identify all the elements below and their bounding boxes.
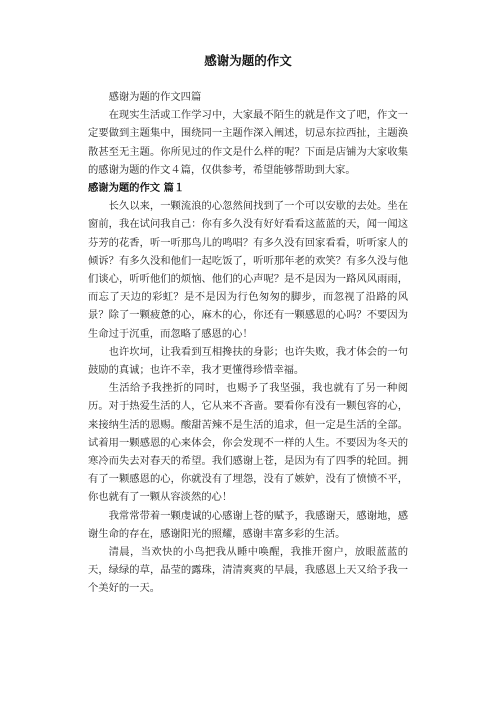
body-paragraph-2: 也许坎坷，让我看到互相搀扶的身影；也许失败，我才体会的一句鼓励的真诚；也许不幸，我才更懂得珍惜幸福。 (88, 345, 408, 377)
document-subtitle: 感谢为题的作文四篇 (108, 91, 202, 103)
body-paragraph-3: 生活给予我挫折的同时，也赐予了我坚强，我也就有了另一种阅历。对于热爱生活的人，它从来不吝啬。要看你有没有一颗包容的心，来接纳生活的恩赐。酸甜苦辣不是生活的追求，但一定是生活的全部。试着用一颗感恩的心来体会，你会发现不一样的人生。不要因为冬天的寒冷而失去对春天的希望。我们感谢上苍，是因为有了四季的轮回。拥有了一颗感恩的心，你就没有了埋怨，没有了嫉妒，没有了愤愤不平，你也就有了一颗从容淡然的心！ (88, 382, 408, 504)
section-heading: 感谢为题的作文 篇１ (88, 182, 185, 195)
body-paragraph-5: 清晨，当欢快的小鸟把我从睡中唤醒，我推开窗户，放眼蓝蓝的天，绿绿的草，晶莹的露珠，清清爽爽的早晨，我感恩上天又给予我一个美好的一天。 (88, 546, 408, 595)
document-title: 感谢为题的作文 (204, 53, 292, 68)
body-paragraph-1: 长久以来，一颗流浪的心忽然间找到了一个可以安歇的去处。坐在窗前，我在试问我自己：你有多久没有好好看看这蓝蓝的天，闻一闻这芬芳的花香，听一听那鸟儿的鸣唱？有多久没有回家看看，听听家人的倾诉？有多久没和他们一起吃饭了，听听那年老的欢笑？有多久没与他们谈心，听听他们的烦恼、他们的心声呢？是不是因为一路风风雨雨，而忘了天边的彩虹？是不是因为行色匆匆的脚步，而忽视了沿路的风景？除了一颗疲惫的心，麻木的心，你还有一颗感恩的心吗？不要因为生命过于沉重，而忽略了感恩的心！ (88, 200, 408, 340)
body-paragraph-4: 我常常带着一颗虔诚的心感谢上苍的赋予，我感谢天，感谢地，感谢生命的存在，感谢阳光的照耀，感谢丰富多彩的生活。 (88, 509, 408, 540)
intro-paragraph: 在现实生活或工作学习中，大家最不陌生的就是作文了吧，作文一定要做到主题集中，围绕同一主题作深入阐述，切忌东拉西扯，主题涣散甚至无主题。你所见过的作文是什么样的呢？下面是店铺为大家收集的感谢为题的作文４篇，仅供参考，希望能够帮助到大家。 (88, 109, 408, 176)
